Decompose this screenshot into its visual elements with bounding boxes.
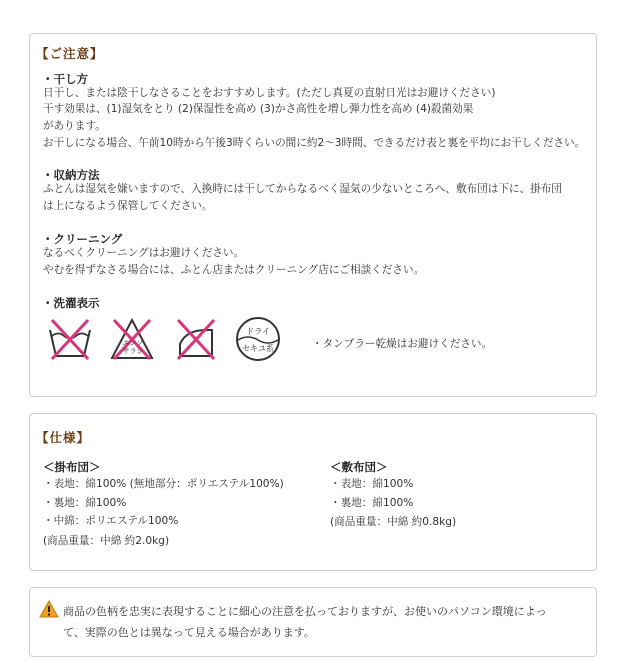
spec-panel bbox=[29, 413, 597, 571]
dry-label-top: ドライ bbox=[246, 327, 270, 336]
spec-header: 【仕様】 bbox=[36, 430, 91, 445]
storage-line: は上になるよう保管してください。 bbox=[43, 200, 213, 212]
cleaning-line: なるべくクリーニングはお避けください。 bbox=[43, 247, 245, 259]
laundry-title: ・洗濯表示 bbox=[42, 296, 100, 310]
no-iron-icon bbox=[172, 316, 220, 362]
no-wash-icon bbox=[46, 316, 94, 362]
shikibuton-title: ＜敷布団＞ bbox=[330, 460, 388, 474]
drying-title: ・干し方 bbox=[42, 72, 88, 86]
storage-line: ふとんは湿気を嫌いますので、入換時には干してからなるべく湿気の少ないところへ、敷布団は下に、掛布団 bbox=[43, 183, 562, 195]
shikibuton-line: ・表地：綿100% bbox=[330, 478, 414, 490]
kakebuton-title: ＜掛布団＞ bbox=[43, 460, 101, 474]
tumble-dry-note: ・タンブラー乾燥はお避けください。 bbox=[312, 338, 493, 350]
cleaning-title: ・クリーニング bbox=[42, 232, 123, 246]
kakebuton-line: ・表地：綿100% (無地部分：ポリエステル100%) bbox=[43, 478, 284, 490]
shikibuton-line: (商品重量：中綿 約0.8kg) bbox=[330, 516, 457, 528]
dry-clean-petroleum-icon bbox=[234, 316, 282, 362]
cleaning-line: やむを得ずなさる場合には、ふとん店またはクリーニング店にご相談ください。 bbox=[43, 264, 425, 276]
disclaimer-line: 商品の色柄を忠実に表現することに細心の注意を払っておりますが、お使いのパソコン環境によっ bbox=[63, 605, 547, 618]
warning-icon bbox=[39, 600, 59, 618]
disclaimer-panel bbox=[29, 587, 597, 657]
kakebuton-line: (商品重量：中綿 約2.0kg) bbox=[43, 535, 170, 547]
drying-line: 干す効果は、(1)湿気をとり (2)保湿性を高め (3)かさ高性を増し弾力性を高め (4)殺菌効果 bbox=[43, 103, 474, 115]
disclaimer-line: て、実際の色とは異なって見える場合があります。 bbox=[63, 626, 315, 639]
bleach-label: エンソ サラシ bbox=[122, 339, 144, 355]
shikibuton-line: ・裏地：綿100% bbox=[330, 497, 414, 509]
dry-label-bottom: セキユ系 bbox=[242, 344, 274, 353]
kakebuton-line: ・裏地：綿100% bbox=[43, 497, 127, 509]
notice-header: 【ご注意】 bbox=[36, 46, 104, 61]
drying-line: があります。 bbox=[43, 120, 106, 132]
storage-title: ・収納方法 bbox=[42, 168, 100, 182]
notice-panel bbox=[29, 33, 597, 397]
kakebuton-line: ・中綿：ポリエステル100% bbox=[43, 515, 179, 527]
no-bleach-icon bbox=[108, 316, 156, 362]
drying-line: 日干し、または陰干しなさることをおすすめします。(ただし真夏の直射日光はお避けください) bbox=[43, 87, 496, 99]
drying-line: お干しになる場合、午前10時から午後3時くらいの間に約2〜3時間、できるだけ表と裏を平均にお干しください。 bbox=[43, 137, 586, 149]
